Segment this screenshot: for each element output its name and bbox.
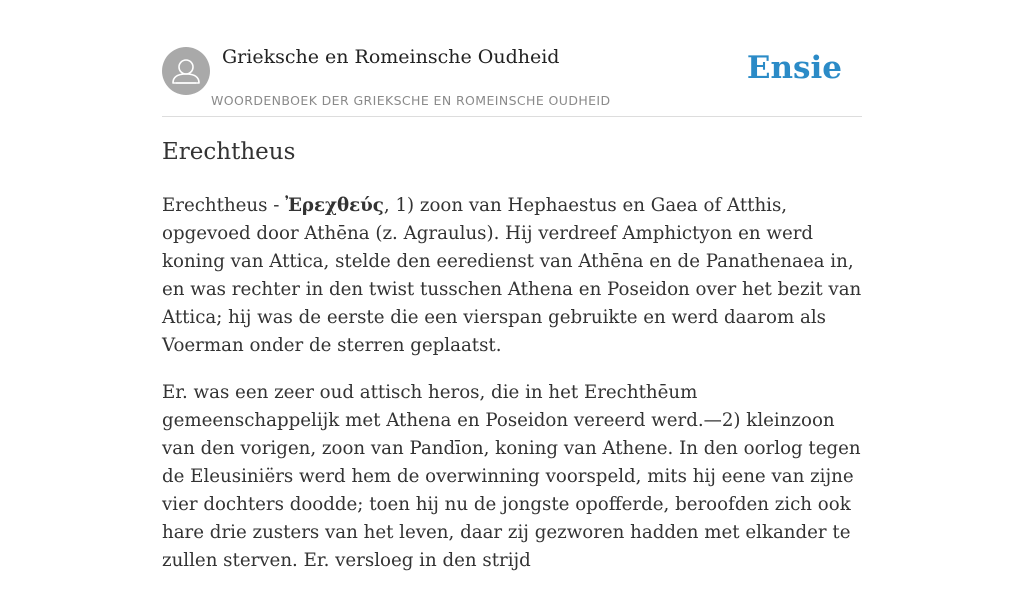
page-container [162,0,862,571]
entry-paragraph-1-text: , 1) zoon van Hephaestus en Gaea of Atthis, opgevoed door Athēna (z. Agraulus). Hij verdreef Amphictyon en werd koning van Attica, stelde den eeredienst van Athēna en de Panathenaea in, en was rechter in den twist tusschen Athena en Poseidon over het bezit van Attica; hij was de eerste die een vierspan gebruikte en werd daarom als Voerman onder de sterren geplaatst. [162,195,862,356]
site-header [162,0,862,117]
user-silhouette-icon [162,47,210,95]
entry-paragraph-1 [162,192,862,360]
entry-title: Erechtheus [162,139,296,165]
entry-paragraph-2: Er. was een zeer oud attisch heros, die in het Erechthēum gemeenschappelijk met Athena en Poseidon vereerd werd.—2) kleinzoon van den vorigen, zoon van Pandīon, koning van Athene. In den oorlog tegen de Eleusiniërs werd hem de overwinning voorspeld, mits hij eene van zijne vier dochters doodde; toen hij nu de jongste opofferde, beroofden zich ook hare drie zusters van het leven, daar zij gezworen hadden met elkander te zullen sterven. Er. versloeg in den strijd [162,382,861,571]
ensie-logo[interactable]: Ensie [746,50,842,86]
site-title-link[interactable]: Grieksche en Romeinsche Oudheid [222,46,560,68]
entry-lead: Erechtheus - [162,195,286,216]
entry-body [162,192,862,594]
greek-term: Ἐρεχθεύς [285,195,384,216]
site-subtitle: WOORDENBOEK DER GRIEKSCHE EN ROMEINSCHE OUDHEID [211,93,611,108]
avatar[interactable] [162,47,210,95]
